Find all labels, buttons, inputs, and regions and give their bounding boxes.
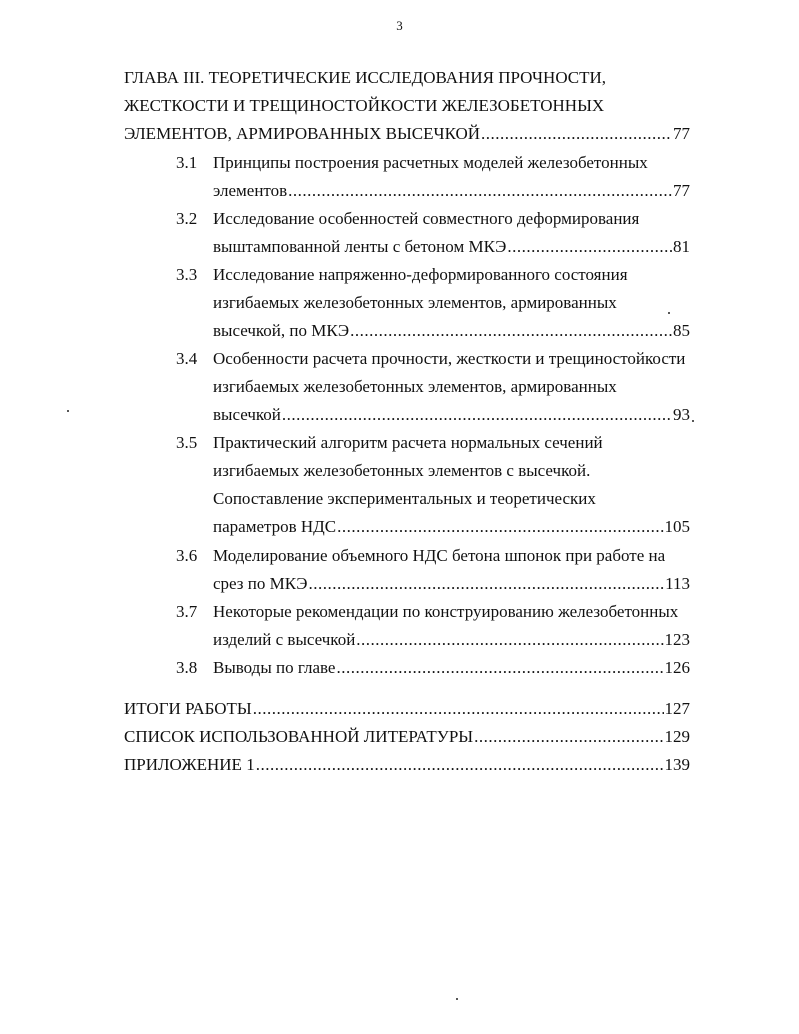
toc-entry-appendix[interactable]: [124, 755, 690, 775]
section-number: 3.1: [176, 153, 198, 172]
section-number: 3.7: [176, 602, 198, 621]
section-title-line: Особенности расчета прочности, жесткости и трещиностойкости: [213, 349, 686, 368]
toc-entry-3-7[interactable]: [213, 630, 690, 650]
toc-entry-references[interactable]: [124, 727, 690, 747]
scan-speck: [456, 998, 458, 1000]
section-title-last: элементов: [213, 181, 288, 200]
section-page: 93: [673, 405, 690, 424]
section-title-last: высечкой: [213, 405, 281, 424]
scan-speck: [692, 420, 694, 422]
leader-dots: [474, 727, 663, 747]
section-page: 123: [664, 630, 690, 649]
section-title-last: выштампованной ленты с бетоном МКЭ: [213, 237, 507, 256]
back-matter-label: ПРИЛОЖЕНИЕ 1: [124, 755, 255, 774]
leader-dots: [507, 237, 672, 257]
leader-dots: [256, 755, 664, 775]
leader-dots: [253, 699, 664, 719]
chapter-title-line-1: ГЛАВА III. ТЕОРЕТИЧЕСКИЕ ИССЛЕДОВАНИЯ ПРОЧНОСТИ,: [124, 68, 607, 87]
scan-speck: [668, 312, 670, 314]
section-page: 85: [673, 321, 690, 340]
section-title-last: срез по МКЭ: [213, 574, 308, 593]
section-page: 77: [673, 181, 690, 200]
section-page: 113: [665, 574, 690, 593]
section-number: 3.3: [176, 265, 198, 284]
section-number: 3.5: [176, 433, 198, 452]
toc-entry-results[interactable]: [124, 699, 690, 719]
chapter-title-line-3: ЭЛЕМЕНТОВ, АРМИРОВАННЫХ ВЫСЕЧКОЙ: [124, 124, 481, 143]
toc-entry-3-4[interactable]: [213, 405, 690, 425]
toc-entry-3-1[interactable]: [213, 181, 690, 201]
back-matter-page: 129: [664, 727, 690, 746]
leader-dots: [350, 321, 672, 341]
section-page: 126: [664, 658, 690, 677]
toc-entry-3-8[interactable]: [213, 658, 690, 678]
chapter-title-line-2: ЖЕСТКОСТИ И ТРЕЩИНОСТОЙКОСТИ ЖЕЛЕЗОБЕТОННЫХ: [124, 96, 605, 115]
section-title-line: Некоторые рекомендации по конструированию железобетонных: [213, 602, 679, 621]
leader-dots: [481, 124, 672, 144]
section-title-line: Сопоставление экспериментальных и теоретических: [213, 489, 596, 508]
section-title-last: высечкой, по МКЭ: [213, 321, 350, 340]
toc-entry-3-6[interactable]: [213, 574, 690, 594]
chapter-title-entry[interactable]: [124, 124, 690, 144]
leader-dots: [336, 658, 663, 678]
section-title-line: изгибаемых железобетонных элементов, армированных: [213, 377, 617, 396]
section-page: 105: [664, 517, 690, 536]
chapter-page: 77: [673, 124, 690, 143]
section-title-last: параметров НДС: [213, 517, 337, 536]
section-number: 3.8: [176, 658, 198, 677]
section-number: 3.6: [176, 546, 198, 565]
leader-dots: [288, 181, 672, 201]
section-title-line: Принципы построения расчетных моделей железобетонных: [213, 153, 648, 172]
section-title-line: Исследование напряженно-деформированного состояния: [213, 265, 628, 284]
section-page: 81: [673, 237, 690, 256]
section-number: 3.2: [176, 209, 198, 228]
back-matter-label: СПИСОК ИСПОЛЬЗОВАННОЙ ЛИТЕРАТУРЫ: [124, 727, 474, 746]
leader-dots: [282, 405, 672, 425]
page-number: 3: [396, 18, 403, 33]
section-title-line: изгибаемых железобетонных элементов, армированных: [213, 293, 617, 312]
toc-entry-3-2[interactable]: [213, 237, 690, 257]
toc-entry-3-5[interactable]: [213, 517, 690, 537]
section-title-line: изгибаемых железобетонных элементов с высечкой.: [213, 461, 591, 480]
section-title-line: Исследование особенностей совместного деформирования: [213, 209, 640, 228]
section-title-line: Практический алгоритм расчета нормальных сечений: [213, 433, 603, 452]
toc-entry-3-3[interactable]: [213, 321, 690, 341]
back-matter-page: 139: [664, 755, 690, 774]
leader-dots: [356, 630, 663, 650]
leader-dots: [309, 574, 665, 594]
back-matter-label: ИТОГИ РАБОТЫ: [124, 699, 252, 718]
scan-speck: [67, 410, 69, 412]
section-title-line: Моделирование объемного НДС бетона шпонок при работе на: [213, 546, 666, 565]
section-title-last: Выводы по главе: [213, 658, 336, 677]
section-number: 3.4: [176, 349, 198, 368]
back-matter-page: 127: [664, 699, 690, 718]
leader-dots: [337, 517, 663, 537]
section-title-last: изделий с высечкой: [213, 630, 356, 649]
